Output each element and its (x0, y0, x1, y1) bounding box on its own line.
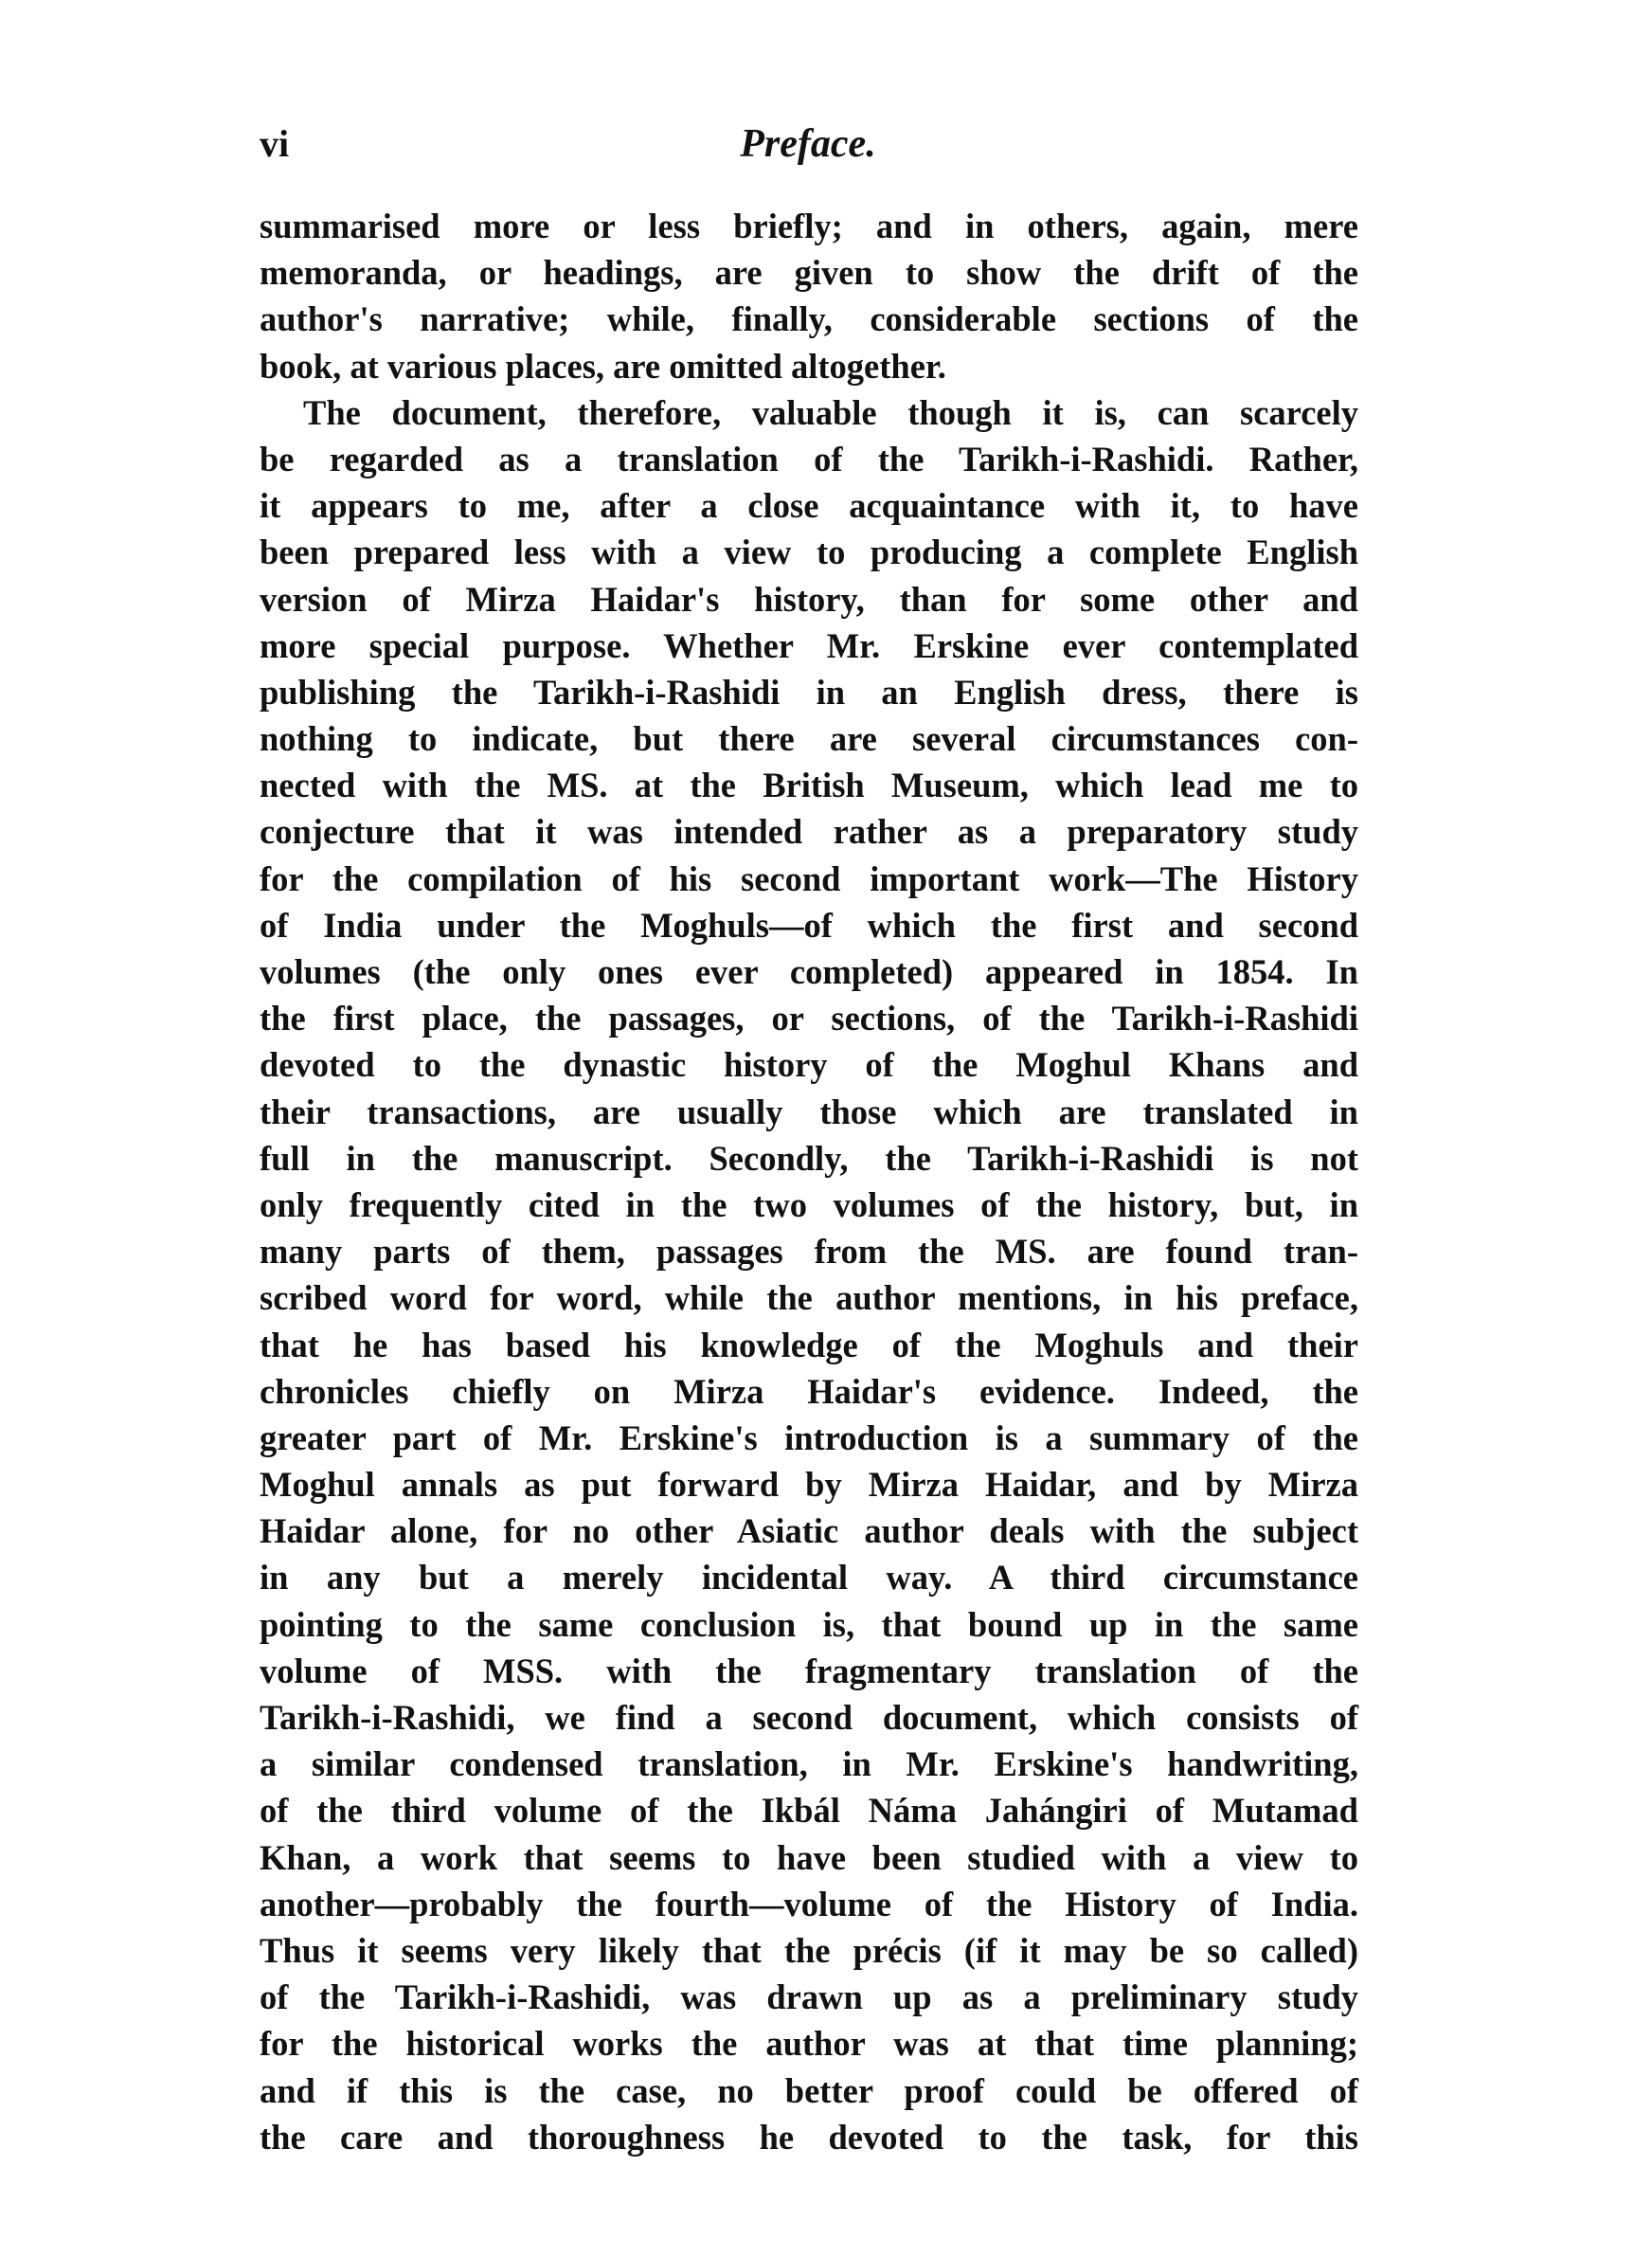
text-line: it appears to me, after a close acquaintance with it, to have (260, 486, 1358, 526)
text-line: the first place, the passages, or sections, of the Tarikh-i-Rashidi (260, 999, 1358, 1038)
text-line: that he has based his knowledge of the Moghuls and their (260, 1325, 1358, 1364)
text-line: more special purpose. Whether Mr. Erskine ever contemplated (260, 625, 1358, 665)
text-line: full in the manuscript. Secondly, the Tarikh-i-Rashidi is not (260, 1138, 1358, 1178)
text-line: pointing to the same conclusion is, that bound up in the same (260, 1604, 1358, 1644)
text-line: Moghul annals as put forward by Mirza Haidar, and by Mirza (260, 1465, 1358, 1505)
text-line: author's narrative; while, finally, considerable sections of the (260, 299, 1358, 339)
text-line: Tarikh-i-Rashidi, we find a second document, which consists of (260, 1698, 1358, 1737)
text-line: scribed word for word, while the author mentions, in his preface, (260, 1278, 1358, 1318)
text-line: Haidar alone, for no other Asiatic author deals with the subject (260, 1511, 1358, 1551)
text-line: of India under the Moghuls—of which the first and second (260, 905, 1358, 945)
text-line: be regarded as a translation of the Tarikh-i-Rashidi. Rather, (260, 439, 1358, 478)
text-line: chronicles chiefly on Mirza Haidar's evidence. Indeed, the (260, 1371, 1358, 1411)
text-line: been prepared less with a view to producing a complete English (260, 533, 1358, 572)
running-head (260, 121, 1356, 178)
text-line: a similar condensed translation, in Mr. Erskine's handwriting, (260, 1744, 1358, 1784)
page-number: vi (260, 122, 290, 165)
text-line: publishing the Tarikh-i-Rashidi in an English dress, there is (260, 672, 1358, 712)
text-line: another—probably the fourth—volume of the History of India. (260, 1884, 1358, 1923)
text-line: conjecture that it was intended rather as a preparatory study (260, 812, 1358, 852)
text-line: only frequently cited in the two volumes of the history, but, in (260, 1184, 1358, 1224)
text-line: of the Tarikh-i-Rashidi, was drawn up as a preliminary study (260, 1977, 1358, 2017)
text-line: in any but a merely incidental way. A third circumstance (260, 1558, 1358, 1598)
text-line: memoranda, or headings, are given to show the drift of the (260, 253, 1358, 293)
text-line: nothing to indicate, but there are several circumstances con- (260, 719, 1358, 759)
text-line: greater part of Mr. Erskine's introduction is a summary of the (260, 1417, 1358, 1457)
text-line: summarised more or less briefly; and in others, again, mere (260, 207, 1358, 245)
text-line: of the third volume of the Ikbál Náma Jahángiri of Mutamad (260, 1791, 1358, 1831)
text-line: book, at various places, are omitted altogether. (260, 346, 946, 386)
text-line: devoted to the dynastic history of the Moghul Khans and (260, 1045, 1358, 1085)
text-line: version of Mirza Haidar's history, than for some other and (260, 579, 1358, 619)
text-line: and if this is the case, no better proof could be offered of (260, 2070, 1358, 2110)
text-line: nected with the MS. at the British Museum, which lead me to (260, 766, 1358, 805)
text-line: their transactions, are usually those which are translated in (260, 1092, 1358, 1131)
text-line: Thus it seems very likely that the précis (if it may be so called) (260, 1930, 1358, 1970)
text-line: volume of MSS. with the fragmentary translation of the (260, 1651, 1358, 1690)
text-line: The document, therefore, valuable though it is, can scarcely (303, 392, 1358, 432)
text-line: the care and thoroughness he devoted to the task, for this (260, 2117, 1358, 2157)
text-line: many parts of them, passages from the MS. are found tran- (260, 1232, 1358, 1272)
text-line: for the historical works the author was at that time planning; (260, 2024, 1358, 2064)
text-line: Khan, a work that seems to have been studied with a view to (260, 1837, 1358, 1877)
text-line: for the compilation of his second important work—The History (260, 858, 1358, 898)
section-title: Preface. (740, 122, 876, 166)
text-line: volumes (the only ones ever completed) appeared in 1854. In (260, 952, 1358, 991)
body-text (260, 203, 1358, 2160)
